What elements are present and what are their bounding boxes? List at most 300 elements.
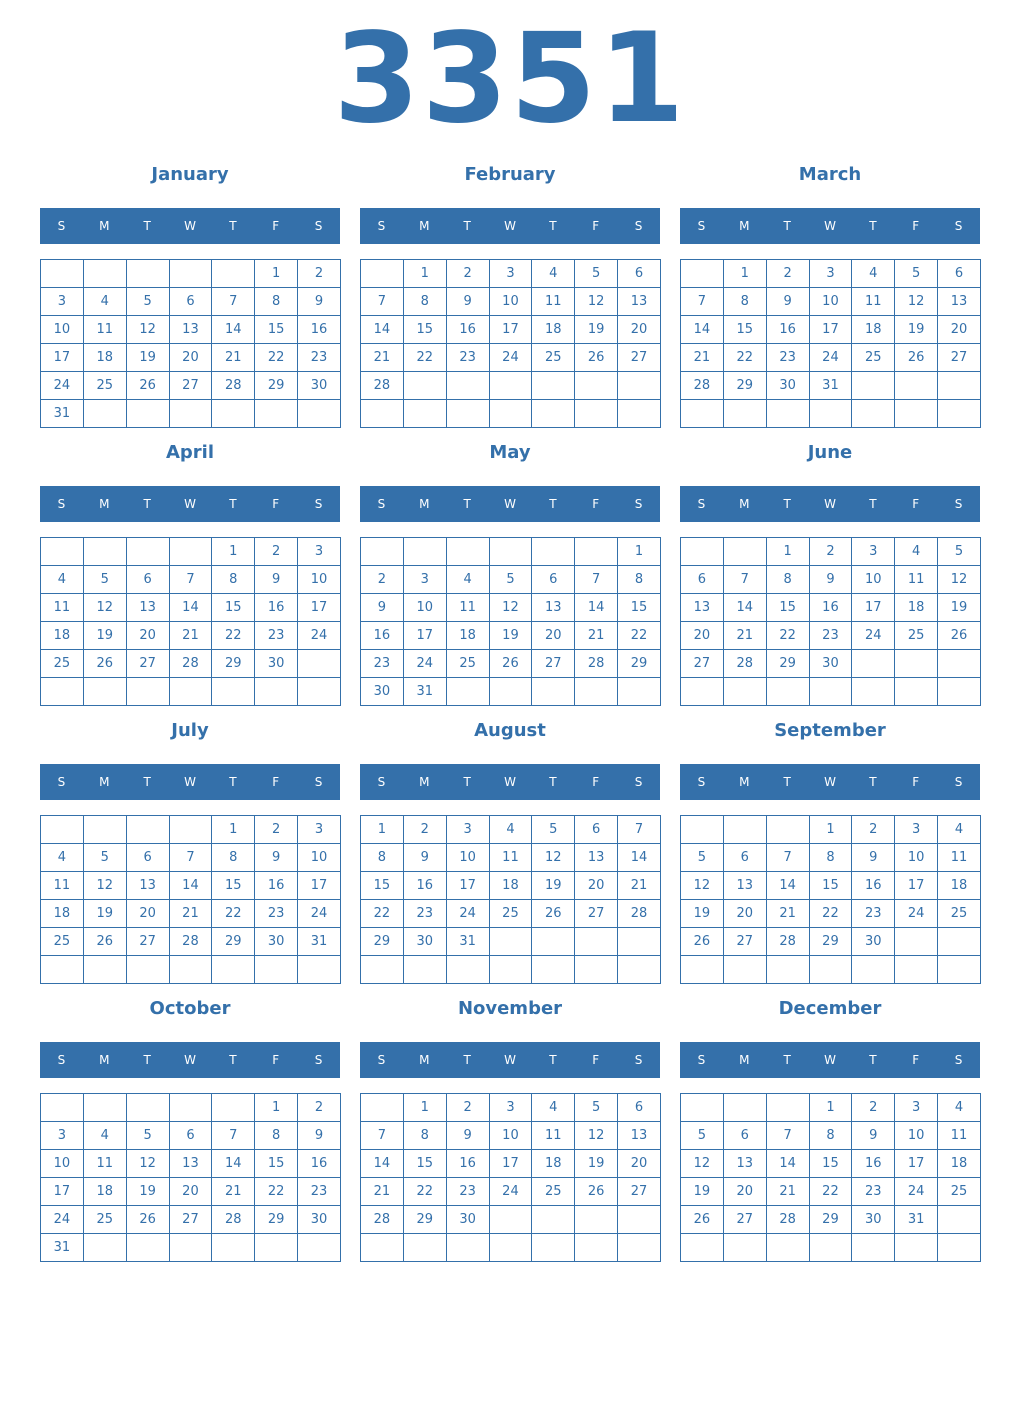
day-cell: 30: [852, 928, 895, 956]
day-cell: [212, 678, 255, 706]
day-cell: 20: [618, 1150, 661, 1178]
week-row: [361, 260, 661, 288]
weekday-label: T: [143, 1053, 151, 1067]
day-cell: [532, 956, 575, 984]
day-cell: [212, 260, 255, 288]
day-cell: [809, 956, 852, 984]
day-cell: 1: [403, 260, 446, 288]
day-cell: 5: [575, 260, 618, 288]
day-cell: 8: [809, 844, 852, 872]
day-cell: 14: [361, 316, 404, 344]
day-cell: 2: [446, 1094, 489, 1122]
day-cell: 28: [766, 928, 809, 956]
weekday-label: T: [549, 219, 557, 233]
weekday-label: T: [463, 497, 471, 511]
day-cell: 2: [255, 538, 298, 566]
day-cell: 10: [895, 844, 938, 872]
day-cell: 17: [489, 316, 532, 344]
day-cell: [83, 816, 126, 844]
day-cell: 27: [126, 650, 169, 678]
week-row: [41, 372, 341, 400]
day-cell: [403, 1234, 446, 1262]
day-cell: 24: [489, 1178, 532, 1206]
day-cell: [489, 372, 532, 400]
day-grid: [40, 815, 341, 984]
day-cell: 2: [852, 1094, 895, 1122]
weekday-label: S: [634, 497, 643, 511]
weekday-label: M: [99, 497, 110, 511]
day-cell: 14: [212, 1150, 255, 1178]
day-cell: [361, 538, 404, 566]
day-cell: 3: [895, 1094, 938, 1122]
day-cell: 30: [255, 928, 298, 956]
weekday-label: W: [504, 497, 516, 511]
day-cell: 11: [446, 594, 489, 622]
day-cell: [938, 1206, 981, 1234]
day-cell: 19: [681, 900, 724, 928]
day-cell: 14: [361, 1150, 404, 1178]
weekday-label: S: [697, 1053, 706, 1067]
day-cell: 6: [532, 566, 575, 594]
day-cell: 11: [41, 594, 84, 622]
day-cell: [41, 956, 84, 984]
day-cell: 16: [298, 1150, 341, 1178]
day-cell: 31: [895, 1206, 938, 1234]
week-row: [41, 594, 341, 622]
day-cell: 27: [681, 650, 724, 678]
day-cell: 18: [938, 872, 981, 900]
day-cell: 25: [41, 650, 84, 678]
weekday-label: T: [783, 775, 791, 789]
day-cell: 29: [255, 1206, 298, 1234]
week-row: [41, 316, 341, 344]
day-cell: [809, 678, 852, 706]
day-cell: 9: [255, 566, 298, 594]
day-cell: [618, 1234, 661, 1262]
day-cell: 15: [212, 872, 255, 900]
day-cell: 4: [41, 844, 84, 872]
day-cell: 10: [41, 316, 84, 344]
day-cell: 17: [41, 344, 84, 372]
day-cell: 12: [83, 594, 126, 622]
day-cell: 3: [298, 538, 341, 566]
day-cell: [852, 1234, 895, 1262]
day-cell: 26: [126, 1206, 169, 1234]
day-cell: 4: [83, 288, 126, 316]
day-cell: 11: [938, 1122, 981, 1150]
day-cell: 7: [766, 844, 809, 872]
day-cell: 5: [83, 844, 126, 872]
month-may: [360, 441, 662, 711]
week-row: [681, 1178, 981, 1206]
day-cell: 31: [298, 928, 341, 956]
day-cell: 15: [403, 1150, 446, 1178]
day-grid: [360, 259, 661, 428]
day-cell: [852, 400, 895, 428]
weekday-header: [360, 208, 660, 244]
week-row: [361, 622, 661, 650]
day-cell: [723, 538, 766, 566]
day-cell: 4: [938, 1094, 981, 1122]
day-cell: 8: [361, 844, 404, 872]
week-row: [41, 260, 341, 288]
day-cell: [852, 956, 895, 984]
weekday-header: [40, 1042, 340, 1078]
day-cell: 12: [83, 872, 126, 900]
day-cell: 9: [852, 844, 895, 872]
weekday-label: T: [143, 497, 151, 511]
week-row: [681, 372, 981, 400]
weekday-label: S: [314, 1053, 323, 1067]
day-cell: 26: [83, 928, 126, 956]
week-row: [681, 288, 981, 316]
day-cell: 23: [403, 900, 446, 928]
day-cell: [809, 400, 852, 428]
weekday-label: W: [824, 497, 836, 511]
day-cell: 6: [126, 844, 169, 872]
day-cell: [938, 650, 981, 678]
day-cell: [618, 928, 661, 956]
day-grid: [40, 1093, 341, 1262]
day-cell: 31: [41, 400, 84, 428]
day-cell: 13: [723, 1150, 766, 1178]
weekday-header: [40, 486, 340, 522]
week-row: [41, 1234, 341, 1262]
weekday-label: S: [314, 219, 323, 233]
month-title: November: [457, 998, 563, 1019]
weekday-label: S: [377, 219, 386, 233]
day-cell: [126, 678, 169, 706]
day-cell: 7: [361, 1122, 404, 1150]
day-cell: 15: [809, 872, 852, 900]
day-cell: 7: [723, 566, 766, 594]
month-title: July: [171, 720, 209, 741]
year-title: 3351: [333, 7, 687, 151]
day-cell: [532, 372, 575, 400]
weekday-label: T: [549, 1053, 557, 1067]
day-cell: [681, 538, 724, 566]
day-cell: 26: [681, 1206, 724, 1234]
day-cell: 8: [403, 288, 446, 316]
week-row: [681, 1122, 981, 1150]
day-cell: 3: [489, 1094, 532, 1122]
day-cell: [298, 956, 341, 984]
day-cell: 19: [489, 622, 532, 650]
day-cell: 30: [766, 372, 809, 400]
day-cell: 23: [255, 622, 298, 650]
day-cell: 14: [169, 872, 212, 900]
day-cell: 9: [766, 288, 809, 316]
day-cell: 27: [618, 1178, 661, 1206]
day-cell: 1: [212, 816, 255, 844]
day-cell: [41, 260, 84, 288]
day-cell: 5: [489, 566, 532, 594]
weekday-label: F: [272, 1053, 280, 1067]
day-cell: 8: [212, 566, 255, 594]
day-cell: 16: [255, 594, 298, 622]
weekday-header: [360, 764, 660, 800]
day-cell: 19: [83, 622, 126, 650]
day-cell: 11: [83, 316, 126, 344]
day-cell: [938, 678, 981, 706]
day-cell: 21: [575, 622, 618, 650]
day-grid: [40, 259, 341, 428]
day-cell: 29: [361, 928, 404, 956]
day-cell: 10: [41, 1150, 84, 1178]
day-cell: 21: [681, 344, 724, 372]
day-cell: 13: [723, 872, 766, 900]
month-title: February: [464, 164, 556, 185]
day-cell: [255, 400, 298, 428]
day-cell: 20: [575, 872, 618, 900]
weekday-label: T: [229, 497, 237, 511]
day-cell: 29: [723, 372, 766, 400]
day-cell: [895, 372, 938, 400]
week-row: [361, 844, 661, 872]
day-grid: [360, 815, 661, 984]
day-cell: [169, 1094, 212, 1122]
day-cell: 3: [403, 566, 446, 594]
weekday-label: F: [592, 1053, 600, 1067]
week-row: [361, 872, 661, 900]
day-cell: [298, 650, 341, 678]
day-cell: [532, 400, 575, 428]
day-cell: 19: [575, 1150, 618, 1178]
day-cell: 10: [298, 844, 341, 872]
day-cell: 12: [575, 288, 618, 316]
day-cell: 22: [255, 344, 298, 372]
day-cell: [852, 650, 895, 678]
month-october: [40, 997, 342, 1267]
day-cell: [681, 1234, 724, 1262]
day-cell: 28: [212, 1206, 255, 1234]
day-cell: 15: [766, 594, 809, 622]
day-cell: 31: [809, 372, 852, 400]
weekday-label: W: [504, 775, 516, 789]
weekday-label: T: [463, 219, 471, 233]
day-cell: [766, 400, 809, 428]
day-cell: [169, 400, 212, 428]
day-cell: 21: [212, 1178, 255, 1206]
day-cell: [938, 400, 981, 428]
day-cell: 15: [809, 1150, 852, 1178]
week-row: [41, 566, 341, 594]
day-cell: [618, 678, 661, 706]
day-cell: [895, 678, 938, 706]
week-row: [681, 816, 981, 844]
week-row: [361, 900, 661, 928]
weekday-label: M: [739, 1053, 750, 1067]
week-row: [361, 288, 661, 316]
day-grid: [680, 1093, 981, 1262]
day-cell: 8: [255, 1122, 298, 1150]
day-cell: 15: [255, 316, 298, 344]
day-cell: 5: [938, 538, 981, 566]
week-row: [681, 900, 981, 928]
day-grid: [680, 537, 981, 706]
week-row: [361, 400, 661, 428]
day-cell: 25: [83, 1206, 126, 1234]
day-cell: [575, 678, 618, 706]
weekday-label: F: [592, 497, 600, 511]
day-cell: 13: [169, 1150, 212, 1178]
day-cell: 9: [446, 1122, 489, 1150]
day-cell: [83, 400, 126, 428]
day-cell: [532, 678, 575, 706]
weekday-label: F: [272, 497, 280, 511]
day-cell: 28: [681, 372, 724, 400]
day-cell: 24: [41, 1206, 84, 1234]
weekday-header: [360, 486, 660, 522]
day-cell: [41, 816, 84, 844]
week-row: [681, 316, 981, 344]
day-cell: 23: [361, 650, 404, 678]
week-row: [361, 538, 661, 566]
day-cell: 25: [938, 1178, 981, 1206]
day-cell: 4: [446, 566, 489, 594]
week-row: [41, 900, 341, 928]
day-cell: [361, 956, 404, 984]
week-row: [681, 260, 981, 288]
day-cell: [126, 400, 169, 428]
day-cell: [532, 928, 575, 956]
day-cell: 12: [126, 1150, 169, 1178]
day-cell: 4: [41, 566, 84, 594]
day-cell: [489, 400, 532, 428]
day-cell: [361, 400, 404, 428]
day-cell: 18: [489, 872, 532, 900]
week-row: [361, 1122, 661, 1150]
day-cell: 25: [532, 1178, 575, 1206]
day-cell: [41, 1094, 84, 1122]
weekday-header: [680, 1042, 980, 1078]
weekday-label: M: [739, 775, 750, 789]
day-cell: 6: [618, 260, 661, 288]
day-cell: 22: [766, 622, 809, 650]
day-cell: 6: [681, 566, 724, 594]
day-cell: 11: [83, 1150, 126, 1178]
day-cell: [361, 1094, 404, 1122]
weekday-header: [40, 208, 340, 244]
day-cell: [938, 928, 981, 956]
day-cell: 20: [681, 622, 724, 650]
day-cell: [446, 538, 489, 566]
day-cell: 1: [809, 1094, 852, 1122]
day-cell: 28: [361, 372, 404, 400]
day-cell: [575, 956, 618, 984]
day-cell: [575, 1206, 618, 1234]
month-title: December: [778, 998, 882, 1019]
day-cell: 9: [852, 1122, 895, 1150]
day-cell: 14: [169, 594, 212, 622]
day-cell: [852, 678, 895, 706]
day-cell: [723, 1234, 766, 1262]
weekday-label: W: [824, 1053, 836, 1067]
day-cell: 11: [852, 288, 895, 316]
day-cell: [83, 1094, 126, 1122]
day-cell: 21: [361, 344, 404, 372]
day-cell: 10: [895, 1122, 938, 1150]
day-cell: [446, 956, 489, 984]
week-row: [41, 1178, 341, 1206]
week-row: [681, 594, 981, 622]
day-cell: [895, 400, 938, 428]
day-cell: 13: [126, 872, 169, 900]
month-december: [680, 997, 982, 1267]
month-july: [40, 719, 342, 989]
week-row: [681, 872, 981, 900]
day-cell: [446, 372, 489, 400]
day-cell: [169, 816, 212, 844]
weekday-header: [40, 764, 340, 800]
day-cell: 30: [446, 1206, 489, 1234]
day-cell: 28: [766, 1206, 809, 1234]
week-row: [41, 956, 341, 984]
day-cell: 18: [41, 622, 84, 650]
day-cell: 20: [723, 900, 766, 928]
day-cell: 17: [298, 872, 341, 900]
day-cell: 17: [895, 872, 938, 900]
day-cell: 20: [532, 622, 575, 650]
day-cell: 29: [212, 928, 255, 956]
day-cell: [618, 372, 661, 400]
day-cell: 3: [852, 538, 895, 566]
day-cell: 23: [298, 344, 341, 372]
day-cell: 27: [169, 1206, 212, 1234]
day-cell: 13: [126, 594, 169, 622]
day-cell: [681, 816, 724, 844]
day-cell: 16: [852, 872, 895, 900]
day-cell: [169, 538, 212, 566]
day-cell: 28: [723, 650, 766, 678]
day-cell: 17: [852, 594, 895, 622]
day-cell: 20: [169, 1178, 212, 1206]
day-cell: 4: [532, 260, 575, 288]
day-cell: 27: [126, 928, 169, 956]
day-cell: 4: [489, 816, 532, 844]
day-cell: 19: [895, 316, 938, 344]
day-cell: 24: [298, 900, 341, 928]
day-cell: 12: [895, 288, 938, 316]
day-cell: 17: [446, 872, 489, 900]
day-cell: [938, 372, 981, 400]
day-cell: 15: [723, 316, 766, 344]
weekday-label: S: [954, 219, 963, 233]
weekday-label: F: [912, 775, 920, 789]
day-cell: 10: [809, 288, 852, 316]
day-cell: [403, 372, 446, 400]
weekday-label: S: [697, 775, 706, 789]
day-cell: 21: [169, 900, 212, 928]
day-cell: 21: [723, 622, 766, 650]
weekday-label: S: [954, 1053, 963, 1067]
weekday-label: S: [377, 775, 386, 789]
weekday-label: T: [143, 219, 151, 233]
day-cell: [723, 678, 766, 706]
day-cell: 14: [575, 594, 618, 622]
day-cell: 16: [446, 1150, 489, 1178]
day-cell: [489, 538, 532, 566]
weekday-label: S: [57, 497, 66, 511]
weekday-label: T: [869, 219, 877, 233]
day-cell: [169, 260, 212, 288]
weekday-label: T: [549, 497, 557, 511]
day-cell: [403, 538, 446, 566]
day-cell: 27: [532, 650, 575, 678]
day-cell: 29: [255, 372, 298, 400]
day-cell: 21: [766, 900, 809, 928]
day-cell: 31: [41, 1234, 84, 1262]
